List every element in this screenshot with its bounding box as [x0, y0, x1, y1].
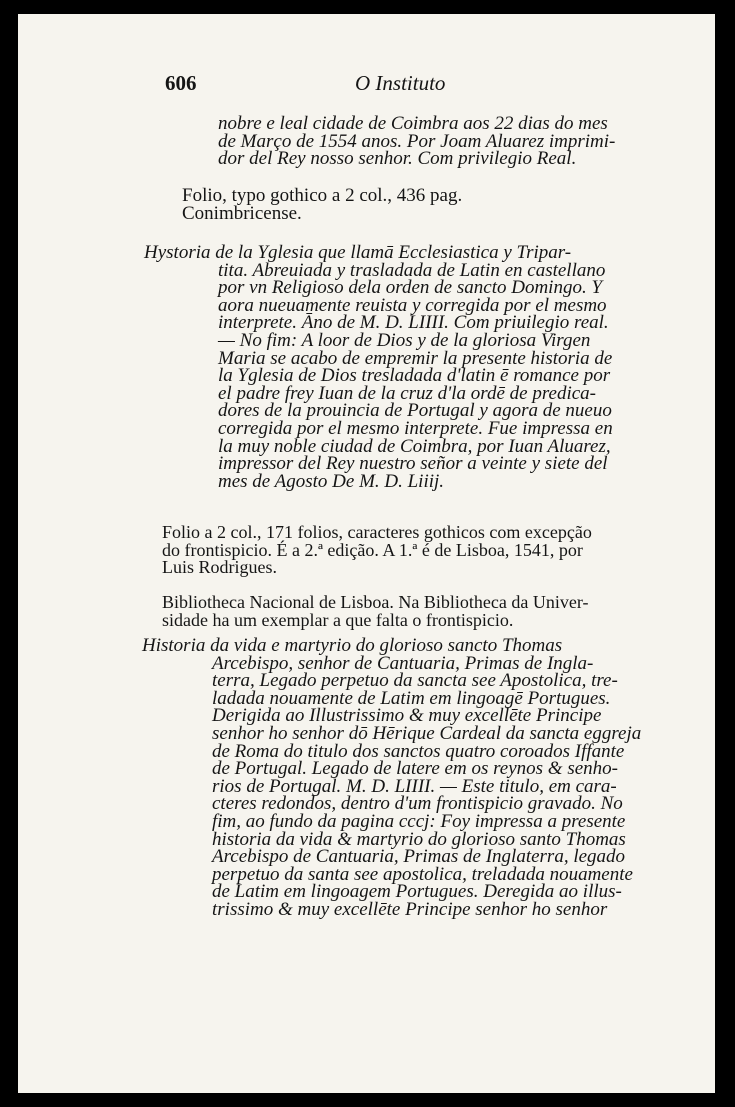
text-line: cteres redondos, dentro d'um frontispicio gravado. No [212, 793, 623, 815]
library-note [162, 594, 589, 629]
text-line: mes de Agosto De M. D. Liiij. [218, 470, 445, 492]
book-page [18, 14, 715, 1093]
text-line: rios de Portugal. M. D. LIIII. — Este titulo, em cara- [212, 775, 617, 797]
text-line: de Março de 1554 anos. Por Joam Aluarez imprimi- [218, 130, 616, 152]
text-line: perpetuo da santa see apostolica, treladada nouamente [212, 863, 633, 885]
text-line: impressor del Rey nuestro señor a veinte y siete del [218, 453, 608, 475]
text-line: interprete. Āno de M. D. LIIII. Com priuilegio real. [218, 312, 609, 334]
text-line: Derigida ao Illustrissimo & muy excellēte Principe [212, 705, 602, 727]
text-line: sidade ha um exemplar a que falta o frontispicio. [162, 609, 514, 630]
text-line: terra, Legado perpetuo da sancta see Apostolica, tre- [212, 670, 618, 692]
text-line: Bibliotheca Nacional de Lisboa. Na Bibliotheca da Univer- [162, 592, 589, 612]
page-header [18, 71, 715, 99]
running-title: O Instituto [355, 71, 446, 95]
page-number: 606 [165, 71, 197, 95]
text-line: ladada nouamente de Latim em lingoagē Portugues. [212, 687, 611, 709]
text-line: trissimo & muy excellēte Principe senhor ho senhor [212, 898, 608, 920]
text-line: la Yglesia de Dios tresladada d'latin ē romance por [218, 365, 611, 387]
text-line: Conimbricense. [182, 202, 302, 224]
text-line: senhor ho senhor dō Hērique Cardeal da sancta eggreja [212, 722, 642, 744]
text-line: Historia da vida e martyrio do glorioso sancto Thomas [142, 635, 563, 656]
text-line: Luis Rodrigues. [162, 557, 277, 578]
text-line: de Latim em lingoagem Portugues. Deregida ao illus- [212, 881, 622, 903]
text-line: do frontispicio. É a 2.ª edição. A 1.ª é de Lisboa, 1541, por [162, 539, 583, 560]
text-line: de Portugal. Legado de latere em os reynos & senho- [212, 758, 618, 780]
text-line: aora nueuamente reuista y corregida por el mesmo [218, 294, 607, 316]
text-line: Arcebispo, senhor de Cantuaria, Primas de Ingla- [212, 652, 594, 674]
format-note [182, 187, 462, 222]
text-line: el padre frey Iuan de la cruz d'la ordē de predica- [218, 382, 596, 404]
text-line: por vn Religioso dela orden de sancto Domingo. Y [218, 277, 603, 299]
text-line: la muy noble ciudad de Coimbra, por Iuan Aluarez, [218, 435, 611, 457]
text-line: tita. Abreuiada y trasladada de Latin en castellano [218, 259, 606, 281]
text-line: — No fim: A loor de Dios y de la gloriosa Virgen [218, 329, 591, 351]
text-line: Folio a 2 col., 171 folios, caracteres gothicos com excepção [162, 522, 592, 542]
text-line: historia da vida & martyrio do glorioso santo Thomas [212, 828, 626, 850]
citation-historia-thomas [142, 637, 641, 919]
text-line: Folio, typo gothico a 2 col., 436 pag. [182, 185, 463, 206]
text-line: Hystoria de la Yglesia que llamā Ecclesiastica y Tripar- [144, 242, 572, 263]
text-line: nobre e leal cidade de Coimbra aos 22 dias do mes [218, 113, 608, 134]
text-line: dores de la prouincia de Portugal y agora de nueuo [218, 400, 612, 422]
citation-hystoria-yglesia [144, 244, 613, 490]
text-line: Maria se acabo de empremir la presente historia de [218, 347, 613, 369]
citation-tail [218, 115, 615, 168]
text-line: Arcebispo de Cantuaria, Primas de Inglaterra, legado [212, 846, 626, 868]
text-line: fim, ao fundo da pagina cccj: Foy impressa a presente [212, 810, 626, 832]
text-line: dor del Rey nosso senhor. Com privilegio Real. [218, 148, 577, 170]
text-line: de Roma do titulo dos sanctos quatro coroados Iffante [212, 740, 625, 762]
edition-note [162, 524, 592, 577]
text-line: corregida por el mesmo interprete. Fue impressa en [218, 417, 613, 439]
